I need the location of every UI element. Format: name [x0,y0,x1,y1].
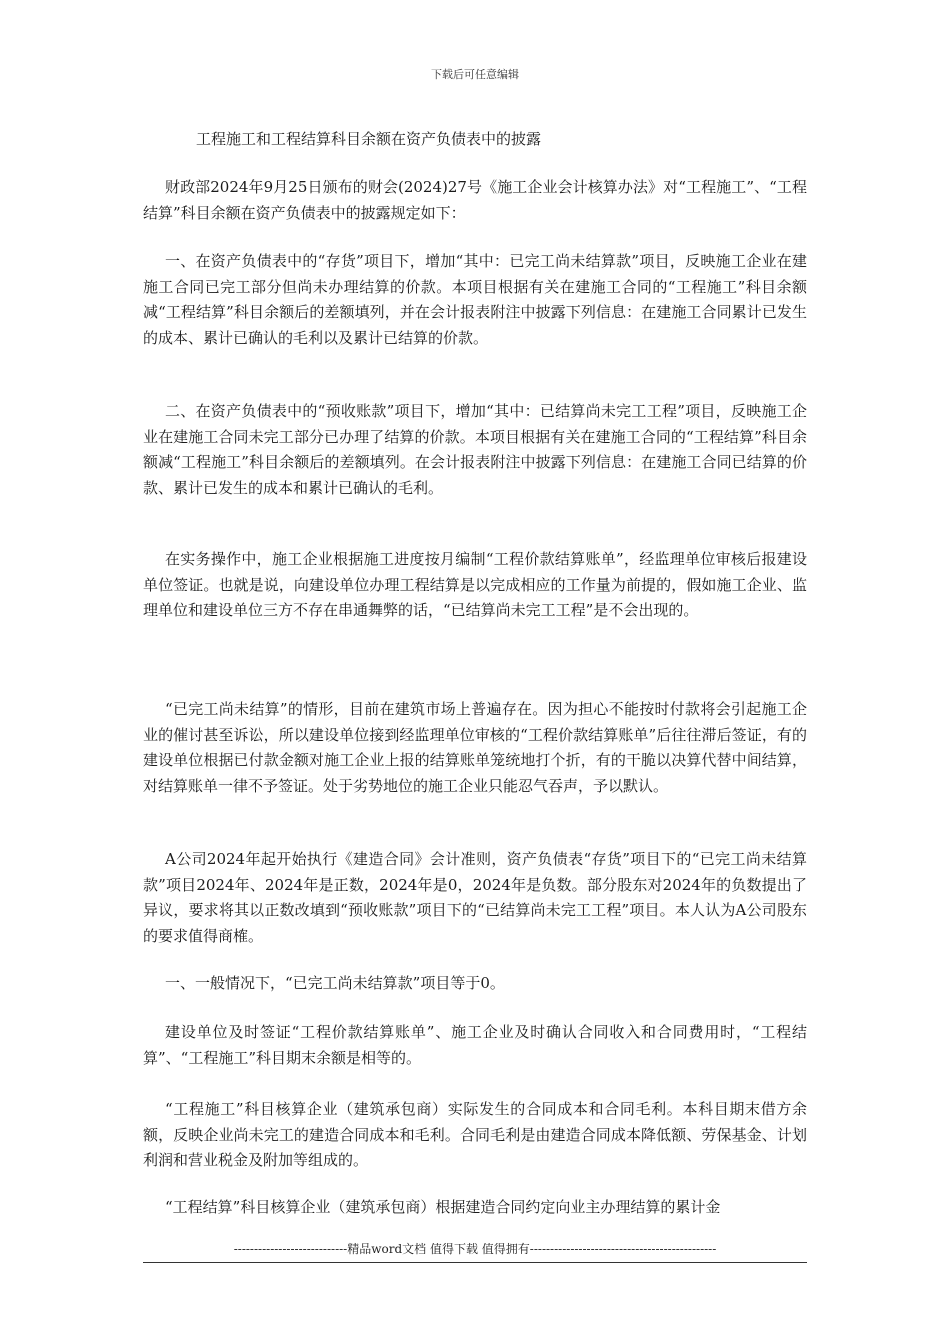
paragraph-practice: 在实务操作中，施工企业根据施工进度按月编制“工程价款结算账单”，经监理单位审核后报建设单位签证。也就是说，向建设单位办理工程结算是以完成相应的工作量为前提的，假如施工企业、监理单位和建设单位三方不存在串通舞弊的话，“已结算尚未完工工程”是不会出现的。 [143,550,807,619]
paragraph-rule-two: 二、在资产负债表中的“预收账款”项目下，增加“其中：已结算尚未完工工程”项目，反映施工企业在建施工合同未完工部分已办理了结算的价款。本项目根据有关在建施工合同的“工程结算”科目余额减“工程施工”科目余额后的差额填列。在会计报表附注中披露下列信息：在建施工合同已结算的价款、累计已发生的成本和累计已确认的毛利。 [143,402,807,497]
paragraph-equal-balance: 建设单位及时签证“工程价款结算账单”、施工企业及时确认合同收入和合同费用时，“工程结算”、“工程施工”科目期末余额是相等的。 [143,1023,807,1067]
paragraph-construction-account: “工程施工”科目核算企业（建筑承包商）实际发生的合同成本和合同毛利。本科目期末借方余额，反映企业尚未完工的建造合同成本和毛利。合同毛利是由建造合同成本降低额、劳保基金、计划利润和营业税金及附加等组成的。 [143,1100,807,1169]
page-footer-text: ----------------------------精品word文档 值得下载 值得拥有---------------------------------------------- [233,1242,717,1256]
footer-divider [143,1262,807,1263]
document-title: 工程施工和工程结算科目余额在资产负债表中的披露 [196,130,542,148]
page-header-note: 下载后可任意编辑 [431,68,519,81]
paragraph-settlement-account: “工程结算”科目核算企业（建筑承包商）根据建造合同约定向业主办理结算的累计金 [165,1198,721,1216]
paragraph-rule-one: 一、在资产负债表中的“存货”项目下，增加“其中：已完工尚未结算款”项目，反映施工企业在建施工合同已完工部分但尚未办理结算的价款。本项目根据有关在建施工合同的“工程施工”科目余额减“工程结算”科目余额后的差额填列，并在会计报表附注中披露下列信息：在建施工合同累计已发生的成本、累计已确认的毛利以及累计已结算的价款。 [143,252,807,347]
paragraph-unsettled: “已完工尚未结算”的情形，目前在建筑市场上普遍存在。因为担心不能按时付款将会引起施工企业的催讨甚至诉讼，所以建设单位接到经监理单位审核的“工程价款结算账单”后往往滞后签证，有的建设单位根据已付款金额对施工企业上报的结算账单笼统地打个折，有的干脆以决算代替中间结算，对结算账单一律不予签证。处于劣势地位的施工企业只能忍气吞声，予以默认。 [143,700,807,795]
paragraph-intro: 财政部2024年9月25日颁布的财会(2024)27号《施工企业会计核算办法》对“工程施工”、“工程结算”科目余额在资产负债表中的披露规定如下： [143,178,807,222]
paragraph-point-one: 一、一般情况下，“已完工尚未结算款”项目等于0。 [165,974,505,992]
paragraph-company-a: A公司2024年起开始执行《建造合同》会计准则，资产负债表“存货”项目下的“已完工尚未结算款”项目2024年、2024年是正数，2024年是0，2024年是负数。部分股东对2024年的负数提出了异议，要求将其以正数改填到“预收账款”项目下的“已结算尚未完工工程”项目。本人认为A公司股东的要求值得商榷。 [143,850,808,945]
